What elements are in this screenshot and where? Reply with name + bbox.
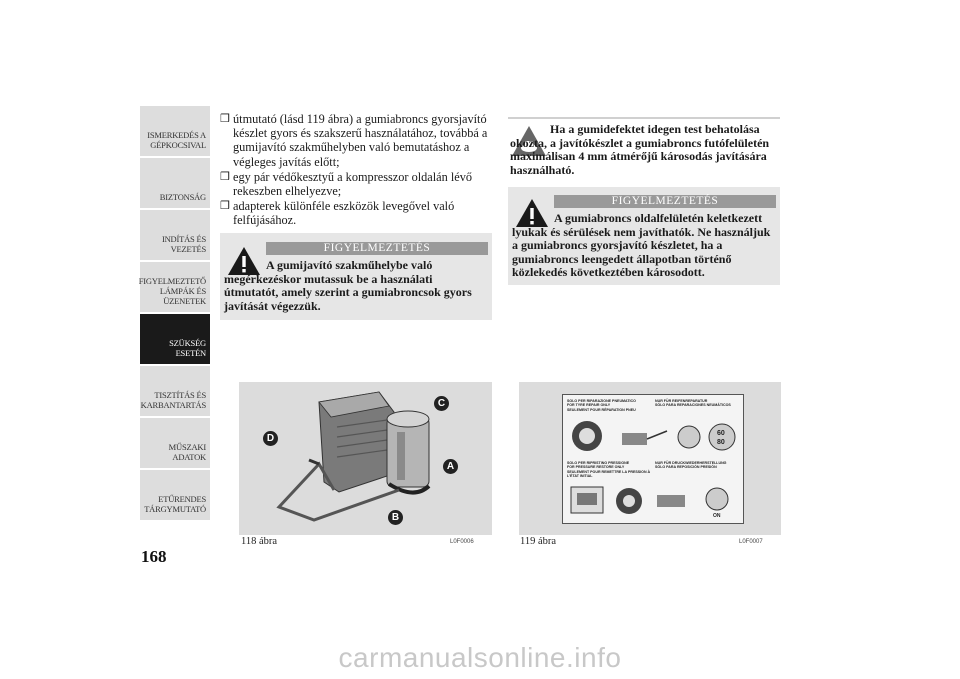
checkbox-bullet-icon: ❒ xyxy=(220,113,230,125)
label-a: A xyxy=(443,459,458,474)
warning-text: A gumiabroncs oldalfelületén keletkezett lyukak és sérülések nem javíthatók. Ne használjuk a gumiabroncs gyorsjavító készletet, ha a gumiabroncs leengedett állapotban történő közlekedés következtében károsodott. xyxy=(512,211,771,279)
top-rule xyxy=(508,117,780,119)
svg-text:60: 60 xyxy=(717,430,725,437)
checkbox-bullet-icon: ❒ xyxy=(220,170,230,183)
watermark: carmanualsonline.info xyxy=(338,642,622,673)
figure-119 xyxy=(519,382,781,535)
chapter-tabs xyxy=(140,106,210,522)
page-number: 168 xyxy=(141,547,167,566)
label-c: C xyxy=(434,396,449,411)
instruction-card: SOLO PER RIPARAZIONE PNEUMATICO FOR TYRE REPAIR ONLY SEULEMENT POUR RÉPARATION PNEU NUR FÜR REIFENREPARATUR SÓLO PARA REPARACIONES NEUMÁTICOS 60 80 SOLO PER RIPRISTINO PRESSIONE FOR PRESSURE RESTORE ONLY SEULEMENT POUR REMETTRE LA PRESSION À L'ÉTAT INITIAL NUR FÜR DRUCKWIEDERHERSTELLUNG SÓLO PARA REPOSICIÓN PRESIÓN ON xyxy=(562,394,744,524)
figure-118-caption: 118 ábra xyxy=(241,536,278,547)
list-item: ❒ egy pár védőkesztyű a kompresszor oldalán lévő rekeszben elhelyezve; xyxy=(220,169,473,199)
tab-tisztitas[interactable]: TISZTÍTÁS ÉS KARBANTARTÁS xyxy=(140,366,210,418)
warning-header: FIGYELMEZTETÉS xyxy=(266,242,488,255)
tab-biztonsag[interactable]: BIZTONSÁG xyxy=(140,158,210,210)
list-item: ❒ adapterek különféle eszközök levegővel való felfújásához. xyxy=(220,199,455,228)
tab-szukseg-eseten[interactable]: SZÜKSÉG ESETÉN xyxy=(140,314,210,366)
label-b: B xyxy=(388,510,403,525)
svg-text:80: 80 xyxy=(717,439,725,446)
gauge-on-label: ON xyxy=(713,513,721,519)
label-d: D xyxy=(263,431,278,446)
warning-box-left xyxy=(220,233,492,320)
figure-118 xyxy=(239,382,492,535)
tab-figyelmezteto[interactable]: FIGYELMEZTETŐ LÁMPÁK ÉS ÜZENETEK xyxy=(140,262,210,314)
column-left xyxy=(220,112,492,229)
repair-diagram xyxy=(567,413,739,459)
figure-119-caption: 119 ábra xyxy=(520,536,557,547)
warning-box-right xyxy=(508,187,780,285)
list-item: ❒ útmutató (lásd 119 ábra) a gumiabroncs gyorsjavító készlet gyors és szakszerű használatához, továbbá a gumijavító szakműhelyben való bemutatáshoz a végleges javítás előtt; xyxy=(220,112,488,169)
figure-118-code: L0F0006 xyxy=(450,539,474,545)
tab-inditas[interactable]: INDÍTÁS ÉS VEZETÉS xyxy=(140,210,210,262)
tab-muszaki-adatok[interactable]: MŰSZAKI ADATOK xyxy=(140,418,210,470)
compressor-illustration xyxy=(239,382,492,535)
warning-header: FIGYELMEZTETÉS xyxy=(554,195,776,208)
tab-targymutato[interactable]: ETŰRENDES TÁRGYMUTATÓ xyxy=(140,470,210,522)
warning-text: A gumijavító szakműhelybe való megérkezéskor mutassuk be a használati útmutatót, amely szerint a gumiabroncsok gyors javítását végezzük. xyxy=(224,258,472,313)
checkbox-bullet-icon: ❒ xyxy=(220,200,230,213)
figure-119-code: L0F0007 xyxy=(739,539,763,545)
note-text: Ha a gumidefektet idegen test behatolása okozta, a javítókészlet a gumiabroncs futófelületén maximálisan 4 mm átmérőjű károsodás javítására használható. xyxy=(510,122,770,177)
tab-ismerkedes[interactable]: ISMERKEDÉS A GÉPKOCSIVAL xyxy=(140,106,210,158)
